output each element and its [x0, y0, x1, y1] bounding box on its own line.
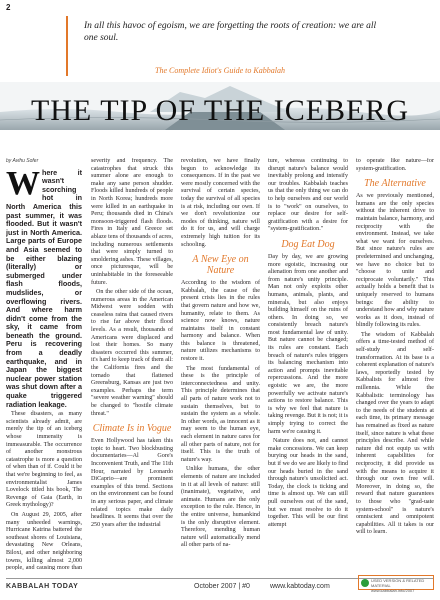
article-body	[6, 158, 434, 570]
copyright-badge	[358, 575, 434, 593]
paragraph: The wisdom of Kabbalah offers a time-tested method of self-study and self-transformation. At its base is a coherent explanation of nature's laws, reportedly tested by Kabbalists for almost five millennia. While the Kabbalistic terminology has changed over the years to adapt to the needs of the students at each time, its primary message has remained as fixed as nature itself, since nature is what these principles describe. And while nature did not equip us with inherent capabilities for reciprocity, it did provide us with the means to acquire it through our own free will. Moreover, in doing so, the reward that nature guarantees to those who "grad-uate system-school" is nature's omniscient and omnipotent capabilities. All it takes is our will to learn.	[356, 331, 434, 536]
issue-date: October 2007	[194, 583, 237, 590]
paragraph: ture, whereas continuing to disrupt nature's balance would inevitably prolong and intensify our troubles. Kabbalah teaches us that the only thing we can do to help ourselves and our world is to "work" on ourselves, to replace our desire for self-gratification with a desire for "system-gratification."	[268, 158, 348, 233]
paragraph: Unlike humans, the other elements of nature are included in it at all levels of nature: still (inanimate), vegetative, and animate. Humans are the only exception to the rule. Hence, in the entire universe, humankind is the only disruptive element. Therefore, mending human nature will automatically mend all other parts of na-	[181, 466, 260, 549]
paragraph: Day by day, we are growing more egoistic, increasing our alienation from one another and from nature's unity principle. Man not only exploits other humans, animals, plants, and minerals, but also enjoys building himself on the ruins of others. In doing so, we consistently breach nature's most fundamental law of unity. But nature cannot be changed; its rules are constant. Each breach of nature's rules triggers its balancing mechanism into action and prompts inevitable repercussions. And the more egoistic we are, the more powerfully we activate nature's actions to restore balance. This is why we feel that nature is taking revenge. But it is not; it is simply trying to correct the harm we're causing it.	[268, 253, 348, 435]
paragraph: These disasters, as many scientists already admit, are merely the tip of an iceberg whose immensity is immeasurable. The occurrence of another monstrous catastrophe is more a question of when than of if. Could it be that we're beginning to feel, as environmentalist James Lovelock titled his book, The Revenge of Gaia (Earth, in Greek mythology)?	[6, 411, 82, 509]
paragraph: According to the wisdom of Kabbalah, the cause of the present crisis lies in the rules that govern nature and how we, humanity, relate to them. As science now knows, nature maintains itself in constant harmony and balance. When this balance is threatened, nature utilizes mechanisms to restore it.	[181, 280, 260, 363]
paragraph: As we previously mentioned, humans are the only species without the inherent drive to maintain balance, harmony, and reciprocity with the environment. Instead, we take what we want for ourselves. But since nature's rules are predetermined and unchanging, we have no choice but to "choose to unite and reciprocate voluntarily." This actually holds a benefit that is uniquely reserved to humans beings: the ability to understand how and why nature works as it does, instead of blindly following its rules.	[356, 193, 434, 329]
column-1	[6, 158, 82, 570]
paragraph: revolution, we have finally begun to acknowledge its consequences. If in the past we were mostly concerned with the survival of certain species, today the survival of all species is at risk, including our own. If we don't revolutionize our modes of thinking, nature will do it for us, and will charge extremely high tuition for its schooling.	[181, 158, 260, 248]
subheading: A New Eye on Nature	[192, 254, 249, 277]
lead-paragraph	[6, 164, 82, 410]
publication-name: KABBALAH TODAY	[6, 583, 79, 590]
quote-text: In all this havoc of egoism, we are forgetting the roots of creation: we are all one soul.	[84, 21, 377, 43]
paragraph: On the other side of the ocean, numerous areas in the American Midwest were sodden with ceaseless rains that caused rivers to rise far above their flood levels. As a result, thousands of Americans were displaced and lost their homes. So many disasters occurred this summer, it's hard to keep track of them all: the California fires and the tornado that flattened Greensburg, Kansas are just two examples. Perhaps the term "severe weather warning" should be changed to "hostile climate threat."	[91, 289, 173, 417]
paragraph: On August 29, 2005, after many unheeded warnings, Hurricane Katrina battered the southeast shores of Louisiana, devastating New Orleans, Biloxi, and other neighboring towns, killing almost 2,000 people, and causing more than	[6, 511, 82, 570]
column-5	[356, 158, 434, 570]
pull-quote	[0, 16, 440, 76]
page-number: 2	[6, 3, 11, 12]
subheading: The Alternative	[364, 178, 426, 190]
page-footer	[6, 578, 434, 594]
column-4	[268, 158, 348, 570]
paragraph: Even Hollywood has taken this topic to heart. Two blockbusting documentaries—Al Gore's Inconvenient Truth, and The 11th Hour, narrated by Leonardo DiCaprio—are prominent examples of this trend. Sections on the environment can be found in any serious paper, and climate related topics make daily headlines. It seems that over the 250 years after the industrial	[91, 438, 173, 528]
paragraph: to operate like nature—for system-gratification.	[356, 158, 434, 172]
website-link[interactable]: www.kabtoday.com	[270, 583, 330, 590]
drop-cap: W	[6, 164, 40, 202]
paragraph: Nature does not, and cannot make concessions. We can keep burying our heads in the sand, but if we do we are likely to find our heads buried in the sand through nature's unsolicited act. Today, the clock is ticking and time is almost up. We can still pull ourselves out of the sand, but we must resolve to do it together. This will be our first attempt	[268, 438, 348, 528]
subheading: Climate Is in Vogue	[92, 423, 172, 435]
quote-source: The Complete Idiot's Guide to Kabbalah	[155, 66, 285, 75]
page-title: THE TIP OF THE ICEBERG	[30, 94, 410, 127]
byline: by Avihu Sofer	[6, 158, 39, 164]
column-3	[181, 158, 260, 570]
issue-number: #0	[242, 583, 250, 590]
paragraph: The most fundamental of these is the principle of interconnectedness and unity. This principle determines that all parts of nature work not to sustain themselves, but to sustain the system as a whole. In other words, as innocent as it may seem to the human eye, each element in nature cares for all other parts of nature, not for itself. This is the truth of nature's way.	[181, 365, 260, 463]
paragraph: severity and frequency. The catastrophes that struck this summer alone are enough to make any sane person shudder. Floods killed hundreds of people in North Korea; hundreds more were killed in an earthquake in Peru; thousands died in China's monsoon-triggered flash floods. Fires in Italy and Greece set ablaze tens of thousands of acres, including numerous settlements that were simply turned to smoldering ashes. These villages, once picturesque, will be uninhabitable in the foreseeable future.	[91, 158, 173, 286]
column-2	[91, 158, 173, 570]
badge-text: USED VERSION & RELATED MATERIAL www.kabbalah.info/2007	[371, 578, 425, 593]
globe-icon	[361, 579, 369, 587]
issue-info: October 2007 | #0	[194, 583, 250, 590]
lead-text: here it wasn't scorching hot in North America this past summer, it was flooded. But it wasn't just in North America. Large parts of Europe and Asia seemed to be either blazing (literally) or submerged under flash floods, mudslides, or overflowing rivers. And where harm didn't come from the sky, it came from beneath the ground. Peru is recovering from a deadly earthquake, and in Japan the biggest nuclear power station was shut down after a quake triggered radiation leakage.	[6, 167, 82, 409]
subheading: Dog Eat Dog	[281, 238, 335, 250]
